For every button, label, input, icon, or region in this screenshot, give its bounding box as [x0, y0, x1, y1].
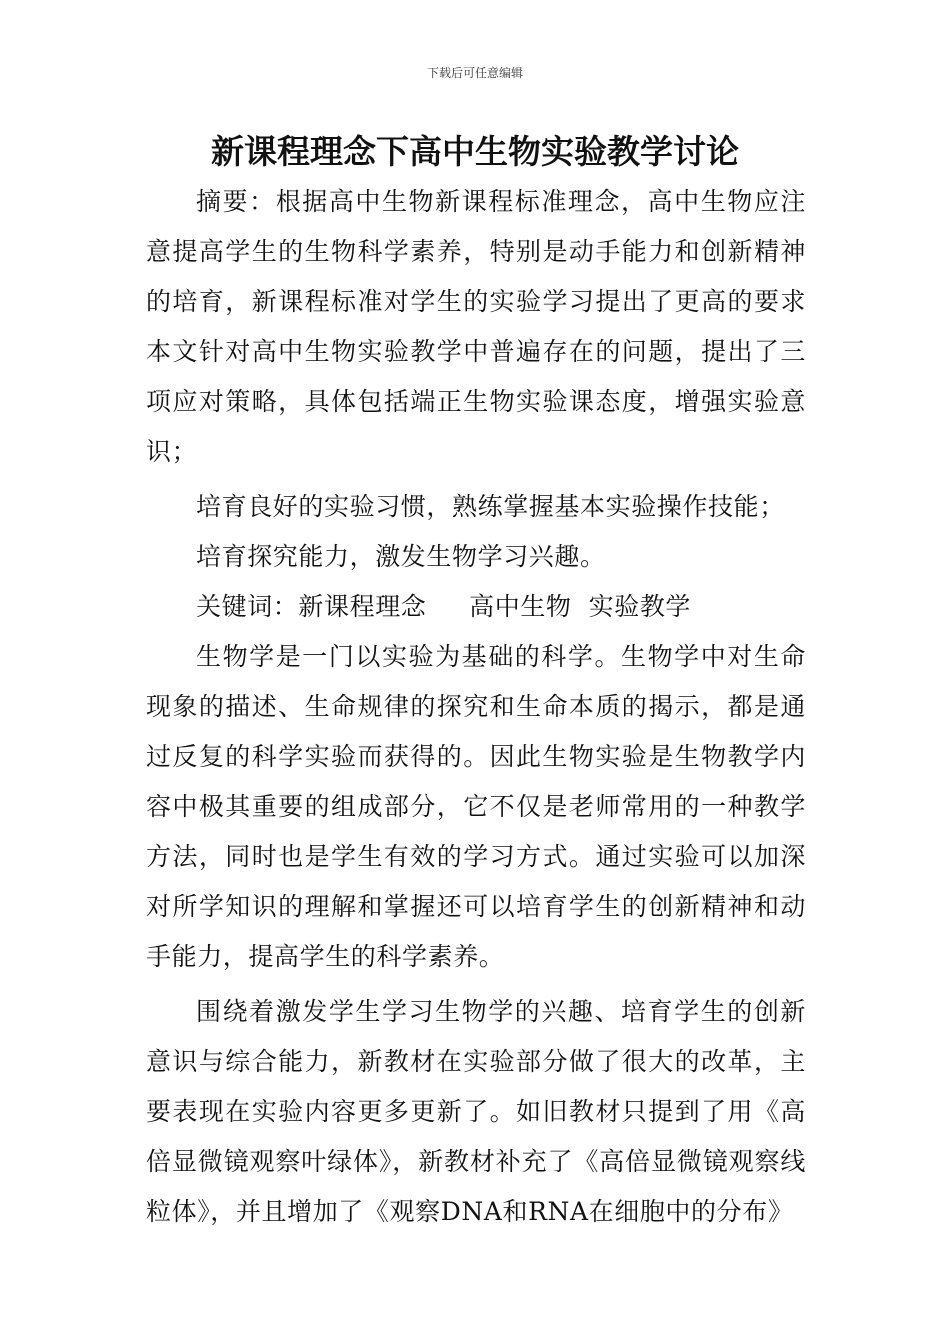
document-title: 新课程理念下高中生物实验教学讨论: [211, 132, 739, 171]
header-note: 下载后可任意编辑: [426, 66, 523, 80]
document-body: [146, 177, 806, 1237]
keywords-line: 关键词：新课程理念 高中生物 实验教学: [196, 592, 692, 621]
abstract-paragraph: 培育良好的实验习惯，熟练掌握基本实验操作技能；: [196, 492, 785, 521]
abstract-paragraph: 摘要：根据高中生物新课程标准理念，高中生物应注意提高学生的生物科学素养，特别是动手能力和创新精神的培育，新课程标准对学生的实验学习提出了更高的要求本文针对高中生物实验教学中普遍存在的问题，提出了三项应对策略，具体包括端正生物实验课态度，增强实验意识；: [146, 187, 806, 466]
body-paragraph: 生物学是一门以实验为基础的科学。生物学中对生命现象的描述、生命规律的探究和生命本质的揭示，都是通过反复的科学实验而获得的。因此生物实验是生物教学内容中极其重要的组成部分，它不仅是老师常用的一种教学方法，同时也是学生有效的学习方式。通过实验可以加深对所学知识的理解和掌握还可以培育学生的创新精神和动手能力，提高学生的科学素养。: [146, 642, 806, 971]
abstract-paragraph: 培育探究能力，激发生物学习兴趣。: [196, 542, 606, 571]
body-paragraph: 围绕着激发学生学习生物学的兴趣、培育学生的创新意识与综合能力，新教材在实验部分做了很大的改革，主要表现在实验内容更多更新了。如旧教材只提到了用《高倍显微镜观察叶绿体》，新教材补充了《高倍显微镜观察线粒体》，并且增加了《观察DNA和RNA在细胞中的分布》: [146, 997, 806, 1226]
